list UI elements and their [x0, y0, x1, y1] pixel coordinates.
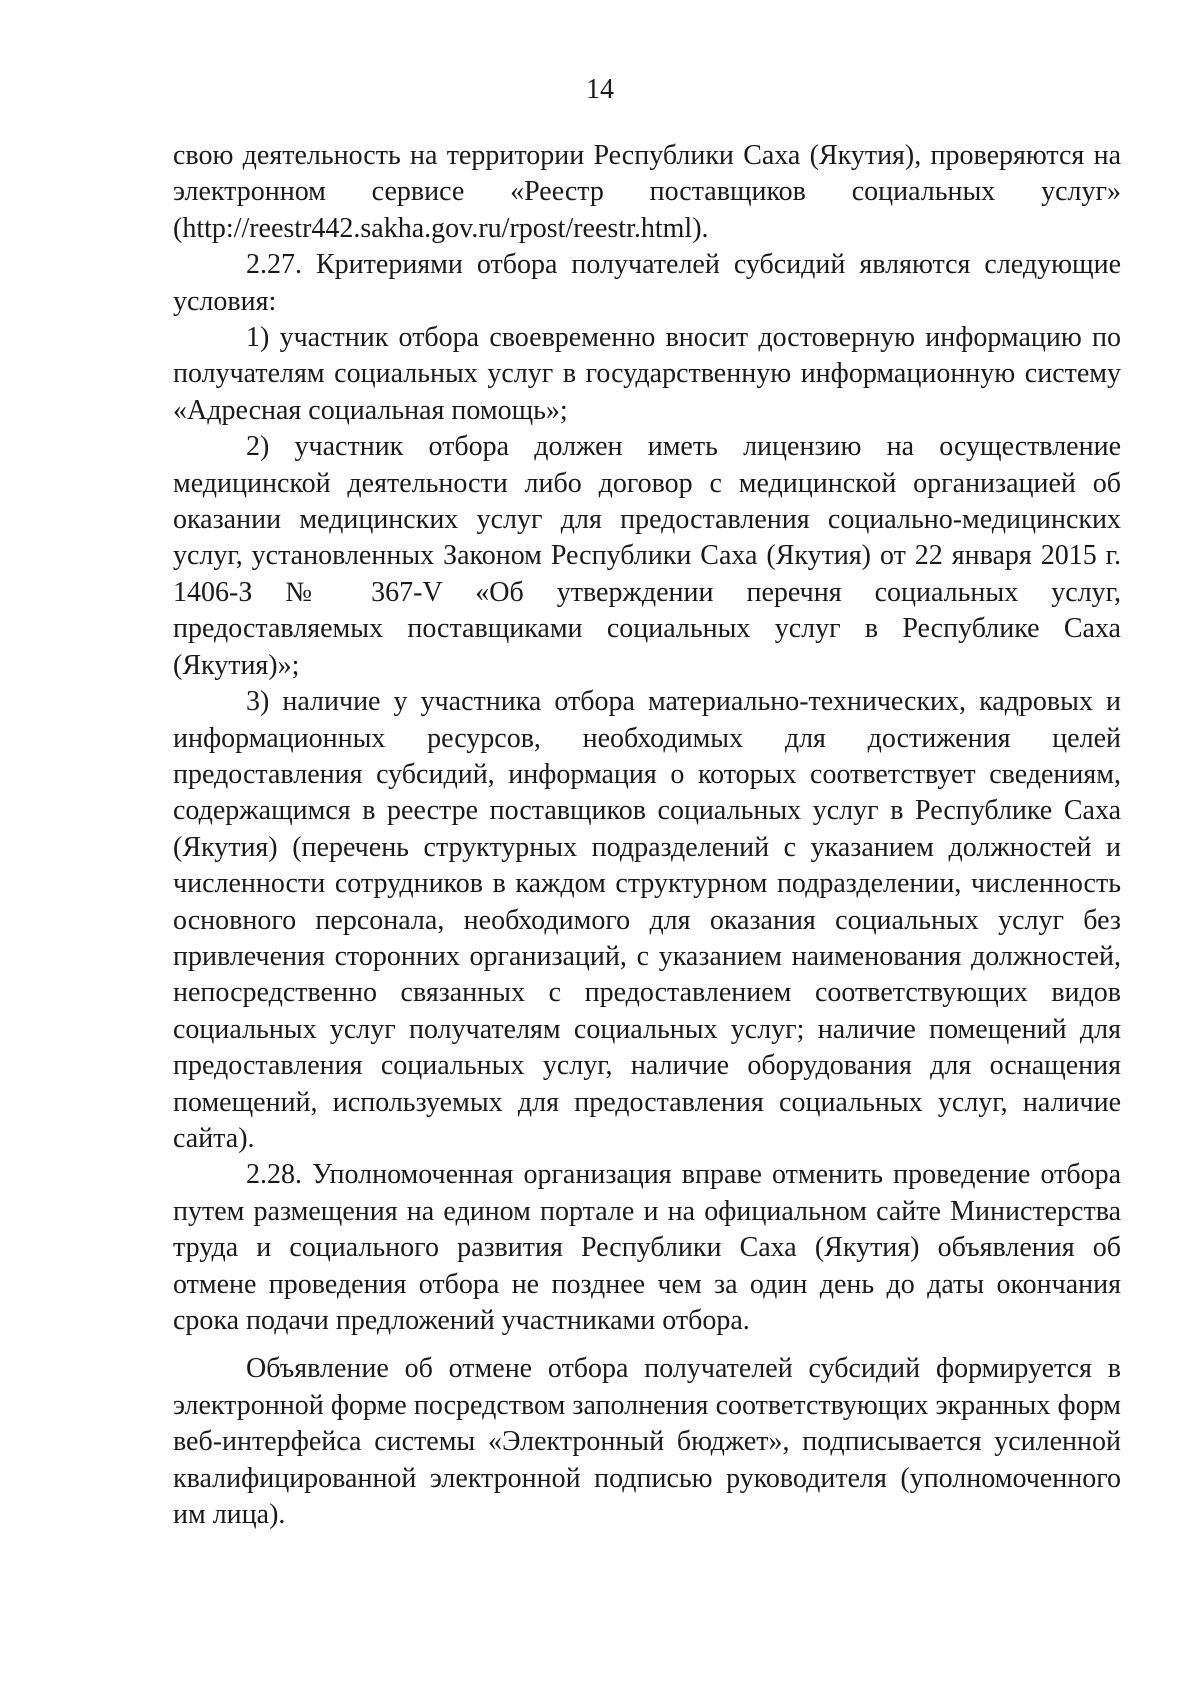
paragraph-2-27: 2.27. Критериями отбора получателей субсидий являются следующие условия: [173, 249, 1121, 317]
criterion-2: 2) участник отбора должен иметь лицензию на осуществление медицинской деятельности либо договор с медицинской организацией об оказании медицинских услуг для предоставления социально-медицинских услуг, установленных Законом Республики Саха (Якутия) от 22 января 2015 г. 1406-З № 367-V «Об утверждении перечня социальных услуг, предоставляемых поставщиками социальных услуг в Республике Саха (Якутия)»; [173, 431, 1121, 681]
paragraph-2-28: 2.28. Уполномоченная организация вправе отменить проведение отбора путем размещения на едином портале и на официальном сайте Министерства труда и социального развития Республики Саха (Якутия) объявления об отмене проведения отбора не позднее чем за один день до даты окончания срока подачи предложений участниками отбора. [173, 1159, 1121, 1336]
page-number: 14 [586, 74, 614, 105]
paragraph-cancellation-notice: Объявление об отмене отбора получателей субсидий формируется в электронной форме посредством заполнения соответствующих экранных форм веб-интерфейса системы «Электронный бюджет», подписывается усиленной квалифицированной электронной подписью руководителя (уполномоченного им лица). [173, 1353, 1121, 1531]
criterion-3: 3) наличие у участника отбора материально-технических, кадровых и информационных ресурсов, необходимых для достижения целей предоставления субсидий, информация о которых соответствует сведениям, содержащимся в реестре поставщиков социальных услуг в Республике Саха (Якутия) (перечень структурных подразделений с указанием должностей и численности сотрудников в каждом структурном подразделении, численность основного персонала, необходимого для оказания социальных услуг без привлечения сторонних организаций, с указанием наименования должностей, непосредственно связанных с предоставлением соответствующих видов социальных услуг получателям социальных услуг; наличие помещений для предоставления социальных услуг, наличие оборудования для оснащения помещений, используемых для предоставления социальных услуг, наличие сайта). [173, 686, 1121, 1154]
paragraph-continuation: свою деятельность на территории Республики Саха (Якутия), проверяются на электронном сервисе «Реестр поставщиков социальных услуг» (http://reestr442.sakha.gov.ru/rpost/reestr.html). [173, 140, 1121, 244]
criterion-1: 1) участник отбора своевременно вносит достоверную информацию по получателям социальных услуг в государственную информационную систему «Адресная социальная помощь»; [173, 322, 1121, 426]
document-body [173, 138, 1121, 1533]
